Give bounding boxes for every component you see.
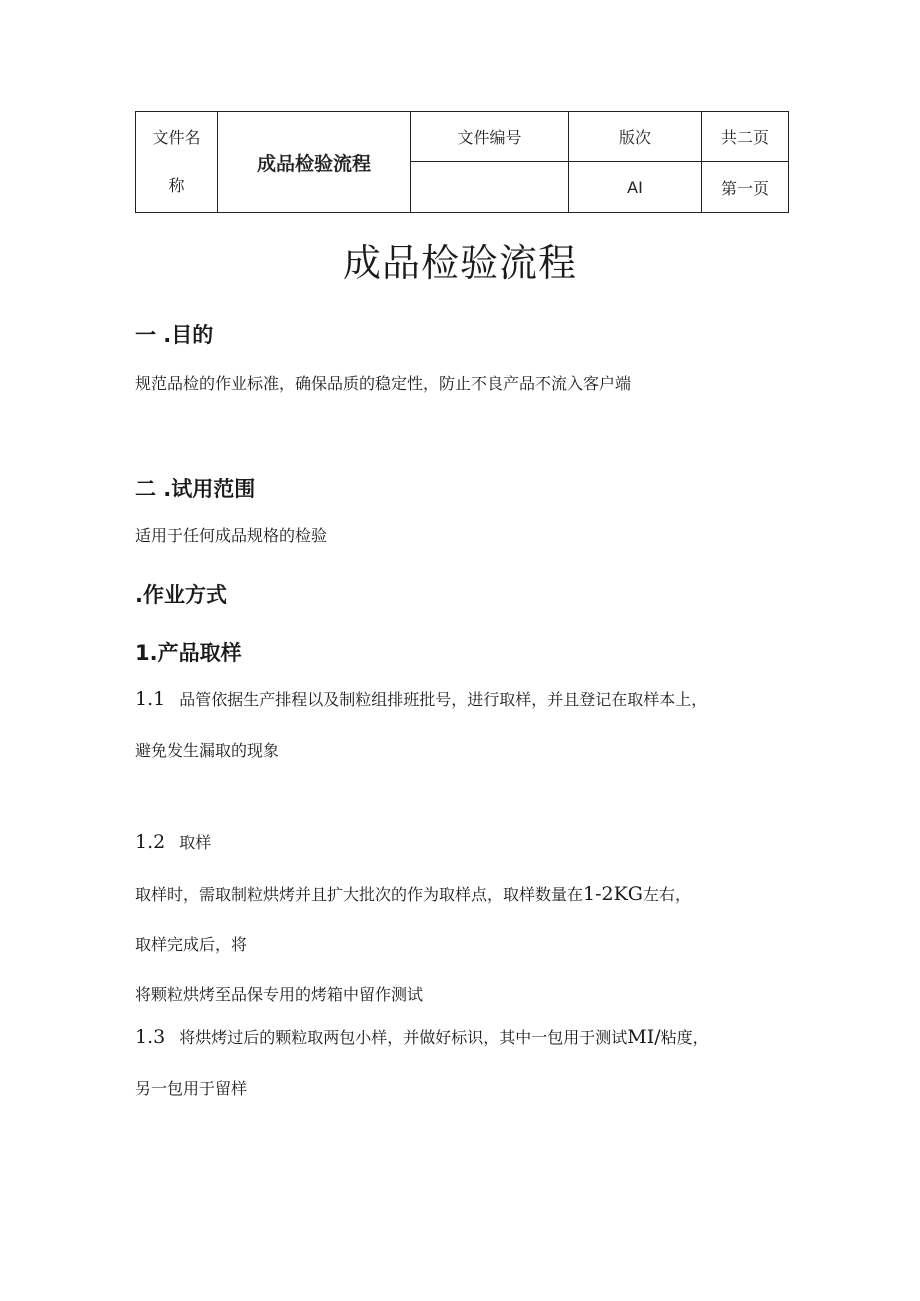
paragraph-1-2-line1: [135, 882, 691, 905]
section-scope-heading: 二 .试用范围: [135, 477, 256, 501]
doc-number-label: 文件编号: [411, 112, 569, 162]
document-header-table: [135, 111, 789, 213]
paragraph-1-2-text-c: 左右，: [642, 885, 691, 904]
paragraph-1-1-number: 1.1: [135, 688, 166, 710]
paragraph-1-2-number: 1.2: [135, 831, 166, 853]
page-title: 成品检验流程: [342, 241, 577, 285]
doc-name-label-line2: 称: [168, 176, 185, 195]
paragraph-1-3-number: 1.3: [135, 1026, 166, 1048]
paragraph-1-1-text: 品管依据生产排程以及制粒组排班批号，进行取样，并且登记在取样本上，: [179, 690, 708, 709]
doc-name-value: 成品检验流程: [218, 112, 411, 213]
paragraph-1-3-line1: [135, 1025, 709, 1048]
section-scope-text: 适用于任何成品规格的检验: [135, 526, 328, 545]
paragraph-1-3-line2: 另一包用于留样: [135, 1079, 248, 1098]
paragraph-1-2-label: 取样: [179, 833, 212, 852]
paragraph-1-2-line2: 取样完成后，将: [135, 935, 248, 954]
version-label: 版次: [569, 112, 702, 162]
paragraph-1-3-text-c: 粘度，: [660, 1028, 709, 1047]
paragraph-1-1-line2: 避免发生漏取的现象: [135, 741, 280, 760]
version-value: AI: [569, 162, 702, 213]
paragraph-1-3-mi: MI/: [627, 1026, 661, 1048]
paragraph-1-1-line1: [135, 687, 707, 710]
paragraph-1-2-quantity: 1-2KG: [583, 883, 643, 905]
paragraph-1-2-text-a: 取样时，需取制粒烘烤并且扩大批次的作为取样点，取样数量在: [135, 885, 584, 904]
section-purpose-heading: 一 .目的: [135, 323, 214, 347]
doc-name-label: [136, 112, 218, 213]
section-method-heading: .作业方式: [135, 583, 227, 607]
paragraph-1-3-text-a: 将烘烤过后的颗粒取两包小样，并做好标识，其中一包用于测试: [179, 1028, 628, 1047]
doc-number-value: [411, 162, 569, 213]
subsection-sampling-heading: 1.产品取样: [135, 641, 242, 665]
doc-name-label-line1: 文件名: [152, 128, 201, 147]
paragraph-1-2-line3: 将颗粒烘烤至品保专用的烤箱中留作测试: [135, 985, 424, 1004]
current-page: 第一页: [702, 162, 789, 213]
total-pages: 共二页: [702, 112, 789, 162]
section-purpose-text: 规范品检的作业标准，确保品质的稳定性，防止不良产品不流入客户端: [135, 374, 632, 393]
paragraph-1-2-heading: [135, 830, 211, 853]
